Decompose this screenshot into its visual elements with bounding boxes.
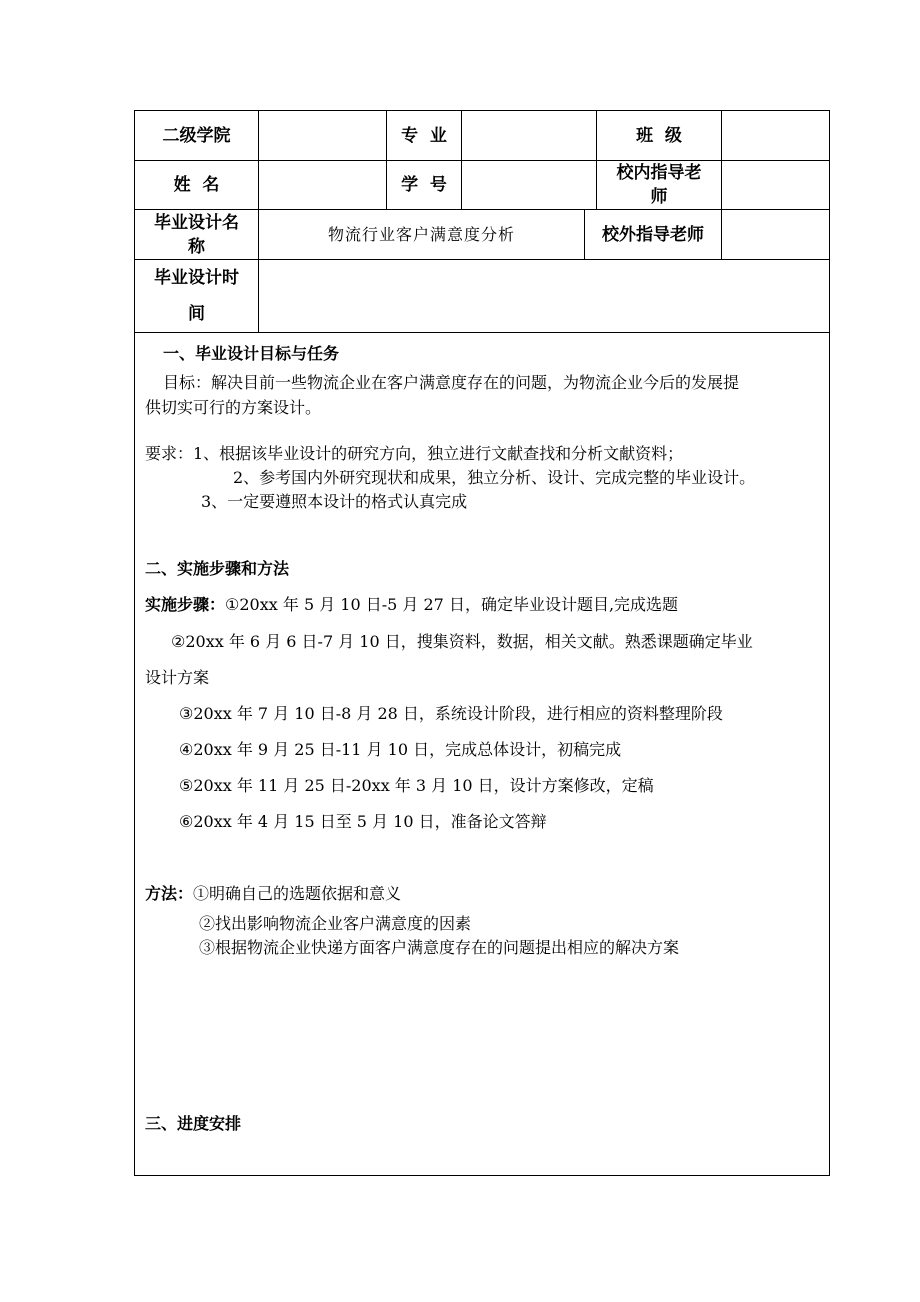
class-value[interactable] xyxy=(722,111,829,160)
row-divider xyxy=(135,332,829,333)
name-value[interactable] xyxy=(259,161,386,209)
steps-label: 实施步骤： xyxy=(145,595,226,614)
student-id-label-text: 学 号 xyxy=(401,175,447,195)
goal-line-2: 供切实可行的方案设计。 xyxy=(145,398,322,417)
external-advisor-label-text: 校外指导老师 xyxy=(602,224,704,245)
design-name-value-text: 物流行业客户满意度分析 xyxy=(327,224,515,244)
step-1 xyxy=(145,594,678,616)
requirement-line-1: 要求：1、根据该毕业设计的研究方向，独立进行文献查找和分析文献资料； xyxy=(145,444,684,463)
method-1-text: ①明确自己的选题依据和意义 xyxy=(193,884,402,903)
method-1 xyxy=(145,883,401,905)
name-label xyxy=(135,161,258,209)
step-3: ③20xx 年 7 月 10 日-8 月 28 日，系统设计阶段，进行相应的资料整理阶段 xyxy=(179,704,723,723)
requirement-line-3: 3、一定要遵照本设计的格式认真完成 xyxy=(201,492,468,511)
thesis-task-form xyxy=(134,110,830,1176)
goal-line-1: 目标：解决目前一些物流企业在客户满意度存在的问题，为物流企业今后的发展提 xyxy=(163,373,740,392)
step-6: ⑥20xx 年 4 月 15 日至 5 月 10 日，准备论文答辩 xyxy=(179,812,547,831)
requirement-line-2: 2、参考国内外研究现状和成果，独立分析、设计、完成完整的毕业设计。 xyxy=(233,468,756,487)
student-id-label xyxy=(387,161,461,209)
student-id-value[interactable] xyxy=(462,161,596,209)
method-3: ③根据物流企业快递方面客户满意度存在的问题提出相应的解决方案 xyxy=(199,938,680,957)
method-2: ②找出影响物流企业客户满意度的因素 xyxy=(199,914,472,933)
external-advisor-label xyxy=(585,210,721,259)
section1-heading: 一、毕业设计目标与任务 xyxy=(163,344,340,363)
name-label-text: 姓 名 xyxy=(173,175,220,195)
major-label-text: 专 业 xyxy=(401,125,447,146)
design-name-label-line1: 毕业设计名 xyxy=(154,212,239,233)
design-name-label xyxy=(135,210,258,259)
design-time-label xyxy=(135,260,258,332)
internal-advisor-value[interactable] xyxy=(722,161,829,209)
internal-advisor-label-line1: 校内指导老 xyxy=(616,163,702,183)
step-2-line-2: 设计方案 xyxy=(145,668,210,687)
design-name-value[interactable] xyxy=(259,210,584,259)
section2-heading: 二、实施步骤和方法 xyxy=(145,559,290,578)
step-4: ④20xx 年 9 月 25 日-11 月 10 日，完成总体设计，初稿完成 xyxy=(179,740,622,759)
design-time-value[interactable] xyxy=(259,260,829,332)
section3-heading: 三、进度安排 xyxy=(145,1114,242,1133)
internal-advisor-label xyxy=(597,161,721,209)
class-label-text: 班 级 xyxy=(636,125,682,146)
design-name-label-line2: 称 xyxy=(188,236,205,257)
internal-advisor-label-line2: 师 xyxy=(650,187,668,207)
design-time-label-line2: 间 xyxy=(188,304,205,324)
design-time-label-line1: 毕业设计时 xyxy=(154,268,239,288)
external-advisor-value[interactable] xyxy=(722,210,829,259)
step-5: ⑤20xx 年 11 月 25 日-20xx 年 3 月 10 日，设计方案修改，定稿 xyxy=(179,776,654,795)
college-value[interactable] xyxy=(259,111,386,160)
college-label-text: 二级学院 xyxy=(162,125,231,146)
step-2-line-1: ②20xx 年 6 月 6 日-7 月 10 日，搜集资料，数据，相关文献。熟悉课题确定毕业 xyxy=(171,632,753,651)
methods-label: 方法： xyxy=(145,884,194,903)
major-value[interactable] xyxy=(462,111,596,160)
class-label xyxy=(597,111,721,160)
college-label xyxy=(135,111,258,160)
major-label xyxy=(387,111,461,160)
step-1-text: ①20xx 年 5 月 10 日-5 月 27 日，确定毕业设计题目,完成选题 xyxy=(225,595,679,614)
